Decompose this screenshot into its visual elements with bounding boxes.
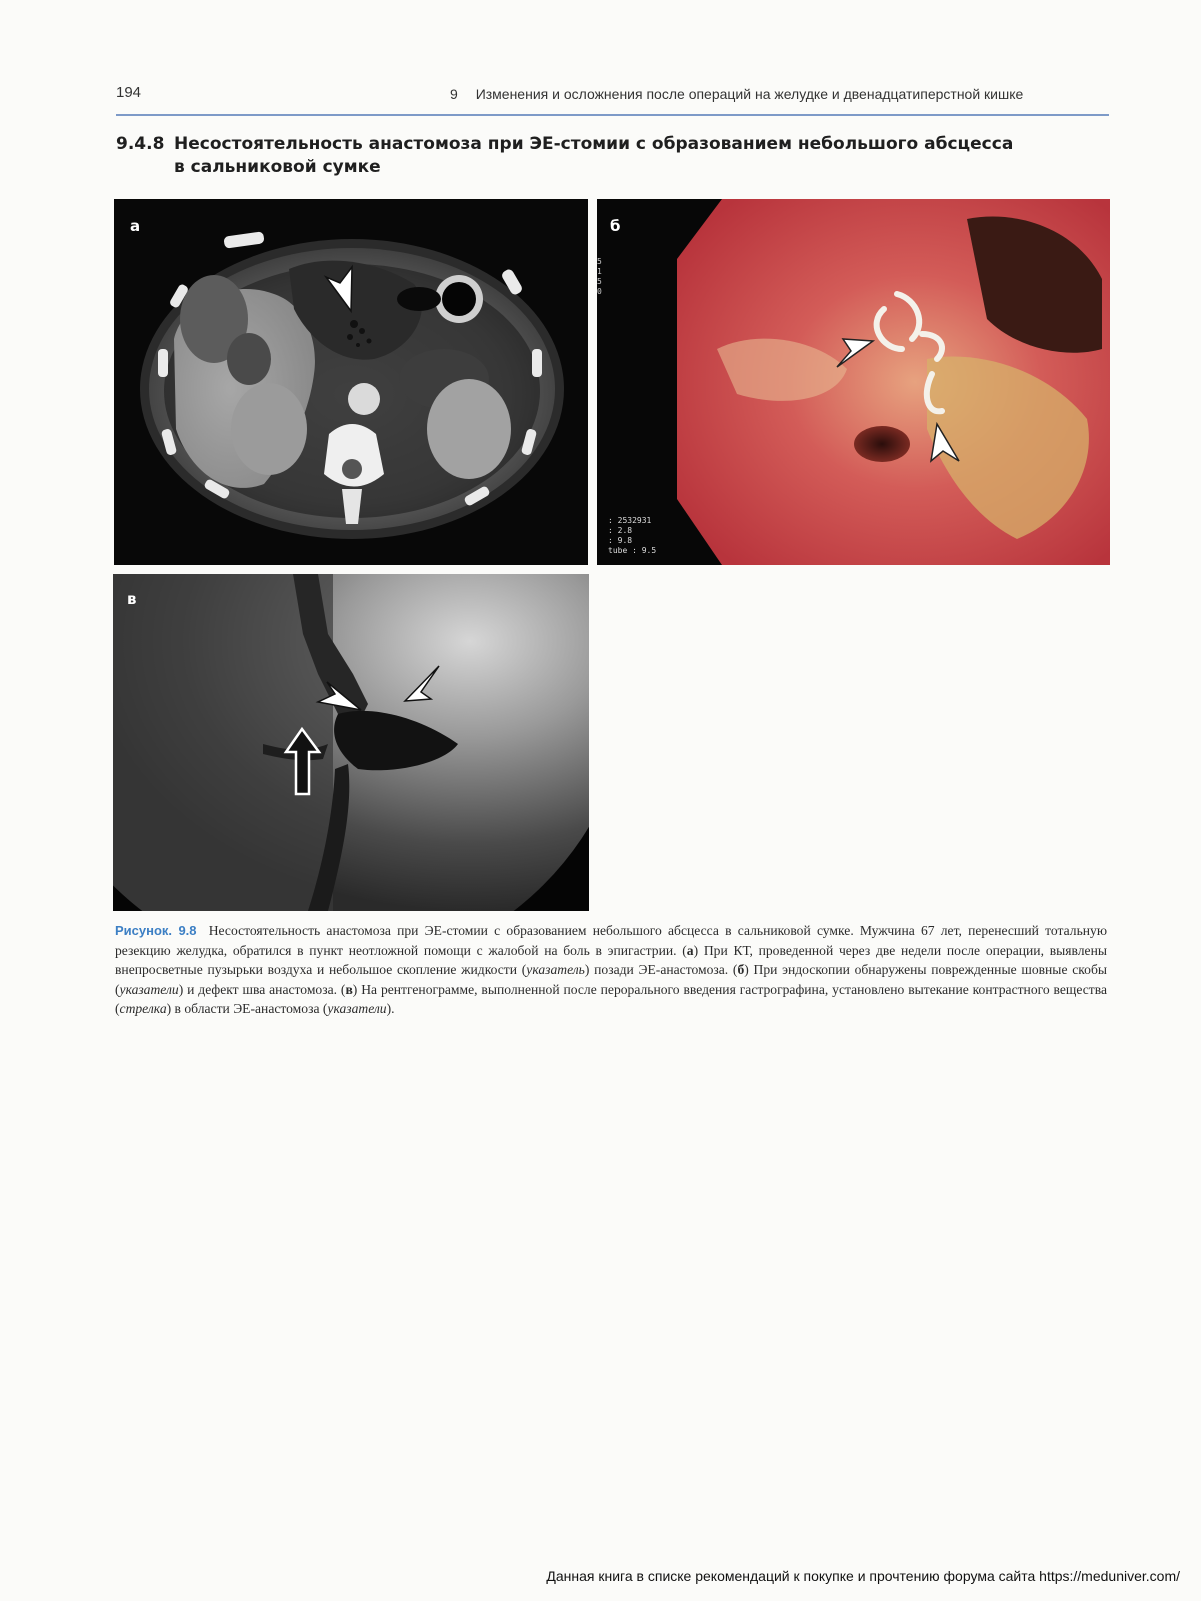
side-readout-line: 0 — [597, 287, 602, 296]
figure-caption — [115, 921, 1107, 1019]
header-rule — [116, 114, 1109, 116]
caption-text: ) в области ЭЕ-анастомоза ( — [166, 1001, 328, 1016]
side-readout-line: 5 — [597, 277, 602, 286]
panel-label-b: б — [610, 217, 621, 235]
panel-label-a: а — [130, 217, 141, 235]
caption-label: Рисунок. 9.8 — [115, 923, 197, 938]
caption-panel-ref-b: б — [737, 962, 745, 977]
readout-line: tube : 9.5 — [608, 546, 657, 555]
page-number: 194 — [116, 84, 142, 101]
figure-panel-v-radiograph-image — [113, 574, 589, 911]
caption-term: указатель — [526, 962, 585, 977]
section-number: 9.4.8 — [116, 134, 165, 154]
readout-line: : 2.8 — [608, 526, 633, 535]
footer-note: Данная книга в списке рекомендаций к покупке и прочтению форума сайта https://meduniver.com/ — [546, 1568, 1180, 1584]
endoscopy-readout — [608, 516, 656, 556]
caption-term: стрелка — [119, 1001, 167, 1016]
endoscopy-side-readout — [597, 257, 607, 297]
side-readout-line: 5 — [597, 257, 602, 266]
readout-line: : 9.8 — [608, 536, 633, 545]
caption-term: указатели — [119, 981, 179, 997]
caption-term: указатели — [327, 1001, 387, 1016]
caption-text: ) позади ЭЕ-анастомоза. ( — [584, 962, 738, 977]
running-header — [450, 86, 1023, 102]
section-heading — [116, 133, 1096, 179]
caption-panel-ref-a: а — [686, 942, 694, 958]
panel-label-v: в — [127, 590, 137, 608]
chapter-title: Изменения и осложнения после операций на желудке и двенадцатиперстной кишке — [475, 86, 1024, 102]
caption-text: ) При КТ, проведенной через две недели после операции, выявлены внепросветные пузырьки воздуха и небольшое скопление жидкости ( — [115, 942, 1107, 977]
caption-text: Несостоятельность анастомоза при ЭЕ-стомии с образованием небольшого абсцесса в сальниковой сумке. Мужчина 67 лет, перенесший тотальную резекцию желудка, обратился в пункт неотложной помощи с жалобой на боль в эпигастрии. ( — [115, 923, 1107, 958]
caption-text: ) При эндоскопии обнаружены поврежденные шовные скобы ( — [115, 962, 1107, 997]
readout-line: : 2532931 — [608, 516, 652, 525]
caption-text: ) На рентгенограмме, выполненной после перорального введения гастрографина, установлено вытекание контрастного вещества ( — [115, 981, 1107, 1016]
side-readout-line: 1 — [597, 267, 602, 276]
figure-panel-b-endoscopy-image — [597, 199, 1110, 565]
caption-panel-ref-v: в — [345, 981, 353, 997]
chapter-number: 9 — [450, 86, 458, 102]
caption-text: ) и дефект шва анастомоза. ( — [178, 981, 346, 997]
radiograph-illustration — [113, 574, 589, 911]
endoscopy-illustration — [597, 199, 1110, 565]
caption-text: ). — [386, 1001, 395, 1016]
figure-panel-a-ct-image — [114, 199, 588, 565]
ct-scan-illustration — [114, 199, 588, 565]
section-title-line2: в сальниковой сумке — [174, 157, 381, 177]
section-title-line1: Несостоятельность анастомоза при ЭЕ-стомии с образованием небольшого абсцесса — [174, 134, 1014, 154]
